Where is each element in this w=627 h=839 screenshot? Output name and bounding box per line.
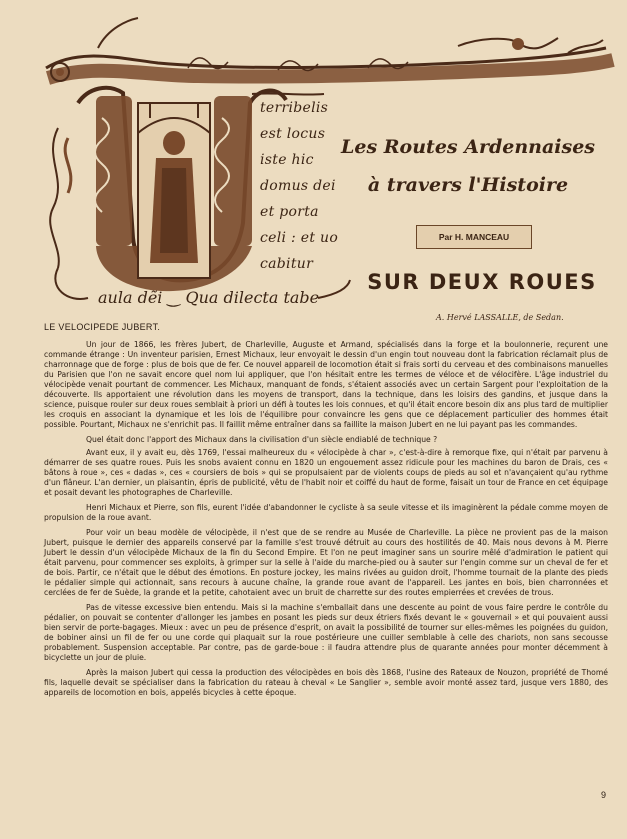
section-heading: LE VELOCIPEDE JUBERT. bbox=[44, 322, 161, 332]
article-body bbox=[44, 340, 608, 703]
series-title bbox=[338, 128, 598, 204]
latin-text-line-7: cabitur bbox=[260, 256, 314, 272]
paragraph: Henri Michaux et Pierre, son fils, eurent l'idée d'abandonner le cycliste à sa seule vitesse et ils imaginèrent la pédale comme moyen de propulsion de la roue avant. bbox=[44, 503, 608, 522]
series-title-line-2: à travers l'Histoire bbox=[367, 174, 569, 196]
latin-text-line-2: est locus bbox=[260, 126, 326, 142]
page-number: 9 bbox=[601, 790, 607, 800]
latin-text-line-5: et porta bbox=[260, 204, 319, 220]
latin-text-line-1: terribelis bbox=[260, 100, 329, 116]
paragraph: Un jour de 1866, les frères Jubert, de Charleville, Auguste et Armand, spécialisés dans la forge et la boulonnerie, reçurent une commande étrange : Un inventeur parisien, Ernest Michaux, leur envoyait le dessin d'un engin tout nouveau dont la fabrication réclamait plus de charronnage que de forge : plus de bois que de fer. Ce nouvel appareil de locomotion était si frais sorti du cerveau et des combinaisons manuelles du Parisien que l'on ne savait encore quel nom lui appliquer, que l'on hésitait entre les termes de véloce et de vélocifère. L'âge industriel du vélocipède venait pourtant de commencer. Les Michaux, manquant de fonds, s'étaient associés avec un certain Sargent pour l'exploitation de la découverte. Ils apportaient une révolution dans les moyens de transport, dans la technique, dans les loisirs des gandins, et jusque dans la science, puisque rouler sur deux roues semblait à priori un défi à toutes les lois connues, et qu'il était encore besoin dix ans plus tard de multiplier les croquis en associant la dynamique et les lois de l'équilibre pour convaincre les gens que ce déplacement particulier des hommes était possible. Pourtant, Michaux ne s'enrichit pas. Il faillit même entraîner dans sa faillite la maison Jubert en ne lui payant pas les commandes. bbox=[44, 340, 608, 429]
article-headline: SUR DEUX ROUES bbox=[367, 270, 597, 294]
illustration-credit: A. Hervé LASSALLE, de Sedan. bbox=[436, 313, 564, 322]
paragraph: Pour voir un beau modèle de vélocipède, il n'est que de se rendre au Musée de Charleville. La pièce ne provient pas de la maison Jubert, puisque le dernier des appareils conservé par la famille s'est trouvé détruit au cours des hostilités de 40. Mais nous devons à M. Pierre Jubert le dessin d'un vélocipède Michaux de la fin du Second Empire. Et l'on ne peut imaginer sans un sourire mêlé d'admiration le patient qui était parvenu, pour commencer ses exploits, à grimper sur la selle à l'aide du marche-pied ou à sauter sur l'engin comme sur un cheval de fer et de bois. Partir, ce n'était que le début des émotions. En posture jockey, les mains rivées au guidon droit, l'homme tournait de la plante des pieds le pédalier simple qui actionnait, sans recours à aucune chaîne, la grande roue avant de l'appareil. Les jantes en bois, bien charronnées et cerclées de fer de Suède, la grande et la petite, cahotaient avec un bruit de charrette sur des routes empierrées et crevées de trous. bbox=[44, 528, 608, 597]
series-title-line-1: Les Routes Ardennaises bbox=[341, 136, 595, 158]
latin-text-line-6: celi : et uo bbox=[260, 230, 339, 246]
paragraph: Quel était donc l'apport des Michaux dans la civilisation d'un siècle endiablé de technique ? bbox=[86, 435, 438, 444]
paragraph: Pas de vitesse excessive bien entendu. Mais si la machine s'emballait dans une descente au point de vous faire perdre le contrôle du pédalier, on pouvait se contenter d'allonger les jambes en posant les pieds sur deux étriers fixés devant le « gouvernail » et qui pouvaient aussi bien servir de porte-bagages. Mieux : avec un peu de présence d'esprit, on avait la possibilité de tourner sur elles-mêmes les poignées du guidon, de bobiner ainsi un fil de fer ou une corde qui plaquait sur la roue postérieure une cuiller semblable à celle des chariots, non sans secousse probablement. Suspension acceptable. Par contre, pas de garde-boue : il faudra attendre plus de quarante années pour monter décemment à bicyclette un jour de pluie. bbox=[44, 603, 608, 662]
latin-text-line-4: domus dei bbox=[260, 178, 336, 194]
latin-text-bottom: aula dẽi ‿ Qua dilecta tabe bbox=[98, 288, 320, 307]
author-byline: Par H. MANCEAU bbox=[416, 225, 532, 249]
paragraph: Avant eux, il y avait eu, dès 1769, l'essai malheureux du « vélocipède à char », c'est-à-dire à remorque fixe, qui n'était par parvenu à démarrer de ses quatre roues. Puis les snobs avaient connu en 1820 un engouement assez ridicule pour les machines du baron de Drais, ces « bâtons à roue », ces « dadas », ces « coursiers de bois » qui se propulsaient par de violents coups de pieds au sol et n'avançaient qu'au rythme d'un flâneur. L'an dernier, un plaisantin, épris de publicité, vêtu de l'habit noir et coiffé du haut de forme, faisait un tour de France en cet équipage et posait devant les photographes de Charleville. bbox=[44, 448, 608, 497]
paragraph: Après la maison Jubert qui cessa la production des vélocipèdes en bois dès 1868, l'usine des Rateaux de Nouzon, propriété de Thomé fils, laquelle devait se spécialiser dans la fabrication du rateau à cheval « Le Sanglier », semble avoir monté assez tard, jusque vers 1880, des appareils de locomotion en bois, appelés bicycles à cette époque. bbox=[44, 668, 608, 697]
latin-text-line-3: iste hic bbox=[260, 152, 314, 168]
